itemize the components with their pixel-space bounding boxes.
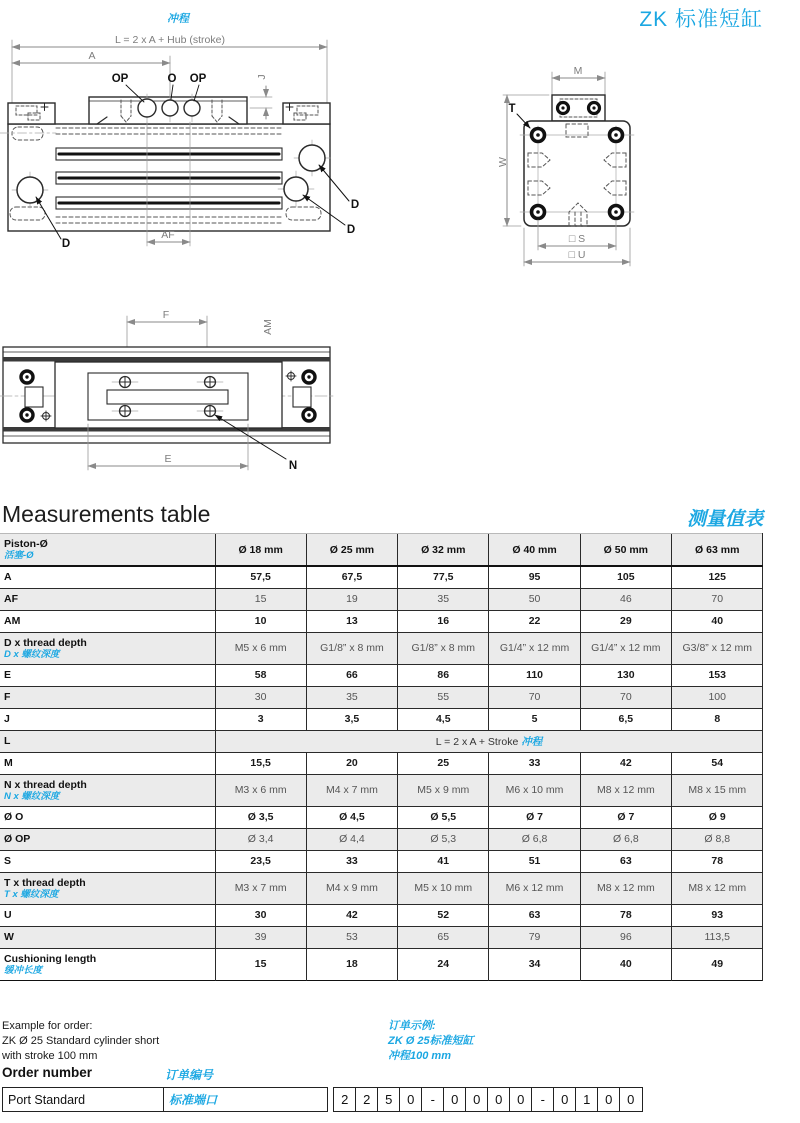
table-header-row (0, 534, 763, 567)
row-label: N x thread depth N x 螺纹深度 (4, 778, 87, 802)
table-row (0, 588, 763, 610)
table-cell: 79 (489, 926, 580, 948)
table-cell: 105 (580, 566, 671, 588)
table-cell: 20 (306, 752, 397, 774)
table-cell: 41 (398, 850, 489, 872)
table-row (0, 610, 763, 632)
table-row (0, 774, 763, 806)
table-cell: 18 (306, 948, 397, 980)
order-example-line-cn: 冲程100 mm (388, 1050, 451, 1062)
order-code-box: 2 (333, 1087, 357, 1112)
table-cell: 40 (580, 948, 671, 980)
row-label: AF (4, 593, 18, 605)
row-label: J (4, 713, 10, 725)
table-row (0, 730, 763, 752)
table-cell: 10 (215, 610, 306, 632)
page-title: ZK 标准短缸 (639, 8, 763, 31)
table-cell: M8 x 15 mm (671, 774, 763, 806)
order-code-box: 0 (619, 1087, 643, 1112)
table-cell: 70 (580, 686, 671, 708)
table-cell: Ø 4,4 (306, 828, 397, 850)
table-cell: 15 (215, 588, 306, 610)
table-cell: 52 (398, 904, 489, 926)
table-row (0, 806, 763, 828)
label-t: T (508, 103, 516, 115)
table-row (0, 828, 763, 850)
table-cell: 33 (489, 752, 580, 774)
table-cell: 3 (215, 708, 306, 730)
order-code-box: - (421, 1087, 445, 1112)
label-op-left: OP (111, 73, 129, 85)
table-cell: G1/8” x 8 mm (306, 632, 397, 664)
table-row (0, 752, 763, 774)
table-cell: 53 (306, 926, 397, 948)
port-standard-box (2, 1087, 328, 1112)
row-label: S (4, 855, 12, 867)
table-cell: 65 (398, 926, 489, 948)
table-cell: M5 x 10 mm (398, 872, 489, 904)
table-row (0, 926, 763, 948)
port-standard-label-cn: 标准端口 (163, 1088, 327, 1111)
table-cell: G1/4” x 12 mm (489, 632, 580, 664)
label-op-right: OP (189, 73, 207, 85)
table-cell: Ø 3,5 (215, 806, 306, 828)
column-header: Ø 32 mm (398, 534, 489, 567)
table-cell: Ø 7 (489, 806, 580, 828)
label-n: N (288, 460, 298, 472)
table-row (0, 948, 763, 980)
table-cell: 54 (671, 752, 763, 774)
table-cell: 25 (398, 752, 489, 774)
table-cell: 50 (489, 588, 580, 610)
measurements-table (0, 533, 763, 981)
table-row (0, 872, 763, 904)
table-cell: 70 (489, 686, 580, 708)
table-cell: 125 (671, 566, 763, 588)
row-label: L (4, 735, 11, 747)
table-cell: G3/8” x 12 mm (671, 632, 763, 664)
port-standard-label: Port Standard (8, 1092, 86, 1107)
table-cell: G1/4” x 12 mm (580, 632, 671, 664)
table-row (0, 664, 763, 686)
table-cell: Ø 4,5 (306, 806, 397, 828)
table-cell: 15,5 (215, 752, 306, 774)
table-row (0, 708, 763, 730)
dim-a-label: A (88, 50, 96, 62)
order-code-box: 1 (575, 1087, 599, 1112)
order-code-box: 0 (597, 1087, 621, 1112)
order-code-box: 5 (377, 1087, 401, 1112)
dim-w-label: W (497, 157, 509, 167)
row-label: U (4, 909, 12, 921)
table-cell: 35 (306, 686, 397, 708)
table-cell: 77,5 (398, 566, 489, 588)
header-piston: Piston-Ø 活塞-Ø (0, 534, 215, 567)
table-cell: 49 (671, 948, 763, 980)
table-cell: Ø 5,5 (398, 806, 489, 828)
label-d-right-bottom: D (346, 224, 356, 236)
table-cell: 40 (671, 610, 763, 632)
table-cell: Ø 5,3 (398, 828, 489, 850)
table-cell: M8 x 12 mm (580, 872, 671, 904)
technical-drawings (0, 0, 800, 500)
table-cell: 35 (398, 588, 489, 610)
order-example-line: with stroke 100 mm (2, 1050, 98, 1062)
table-cell: M6 x 10 mm (489, 774, 580, 806)
table-cell: 42 (580, 752, 671, 774)
row-label: T x thread depth T x 螺纹深度 (4, 876, 86, 900)
column-header: Ø 40 mm (489, 534, 580, 567)
table-cell: 22 (489, 610, 580, 632)
table-cell: 113,5 (671, 926, 763, 948)
table-cell: 58 (215, 664, 306, 686)
row-label: D x thread depth D x 螺纹深度 (4, 636, 87, 660)
row-label: F (4, 691, 11, 703)
table-cell: 3,5 (306, 708, 397, 730)
side-view-drawing (0, 12, 359, 250)
table-cell: Ø 6,8 (489, 828, 580, 850)
label-o: O (167, 73, 177, 85)
table-cell: M4 x 9 mm (306, 872, 397, 904)
row-label: Ø O (4, 811, 24, 823)
table-cell: 5 (489, 708, 580, 730)
table-cell: 46 (580, 588, 671, 610)
order-code-boxes (333, 1087, 643, 1112)
table-cell: 39 (215, 926, 306, 948)
table-cell: 23,5 (215, 850, 306, 872)
row-label: A (4, 571, 12, 584)
order-example-en (2, 1019, 159, 1064)
section-title-cn: 测量值表 (686, 509, 763, 530)
table-cell: 110 (489, 664, 580, 686)
column-header: Ø 63 mm (671, 534, 763, 567)
table-cell: 19 (306, 588, 397, 610)
table-cell: M5 x 6 mm (215, 632, 306, 664)
table-row (0, 904, 763, 926)
table-cell: 78 (671, 850, 763, 872)
table-cell: Ø 6,8 (580, 828, 671, 850)
table-cell: Ø 3,4 (215, 828, 306, 850)
plan-view-drawing (0, 309, 335, 472)
row-label: AM (4, 615, 21, 627)
column-header: Ø 25 mm (306, 534, 397, 567)
dim-m-label: M (573, 65, 583, 77)
table-cell: 96 (580, 926, 671, 948)
table-cell: Ø 9 (671, 806, 763, 828)
label-d-right-top: D (350, 199, 360, 211)
table-cell: 93 (671, 904, 763, 926)
table-cell: M5 x 9 mm (398, 774, 489, 806)
table-row (0, 566, 763, 588)
table-cell: 78 (580, 904, 671, 926)
order-example-line: Example for order: (2, 1020, 93, 1032)
row-label: Ø OP (4, 833, 31, 845)
order-code-box: 0 (487, 1087, 511, 1112)
table-cell: M8 x 12 mm (580, 774, 671, 806)
label-d-left: D (61, 238, 71, 250)
table-cell: 100 (671, 686, 763, 708)
table-cell: 33 (306, 850, 397, 872)
port-hole-icon (284, 177, 308, 201)
order-example-line-cn: ZK Ø 25标准短缸 (388, 1035, 474, 1047)
column-header: Ø 50 mm (580, 534, 671, 567)
table-row (0, 632, 763, 664)
table-cell: Ø 8,8 (671, 828, 763, 850)
table-cell: 70 (671, 588, 763, 610)
dim-am-label: AM (262, 319, 274, 335)
table-cell: 153 (671, 664, 763, 686)
row-label: E (4, 669, 12, 681)
row-formula-value: L = 2 x A + Stroke 冲程 (215, 730, 763, 752)
order-code-row (2, 1087, 643, 1112)
table-cell: M3 x 6 mm (215, 774, 306, 806)
dim-j-label: J (256, 74, 268, 80)
table-cell: 34 (489, 948, 580, 980)
dim-u-label: □ U (568, 249, 586, 261)
table-cell: M6 x 12 mm (489, 872, 580, 904)
order-code-box: - (531, 1087, 555, 1112)
order-example-cn (388, 1019, 474, 1064)
table-cell: 66 (306, 664, 397, 686)
table-row (0, 850, 763, 872)
stroke-cn-label: 冲程 (167, 13, 189, 25)
table-cell: Ø 7 (580, 806, 671, 828)
end-view-drawing (497, 65, 634, 266)
table-cell: 13 (306, 610, 397, 632)
table-cell: 8 (671, 708, 763, 730)
column-header: Ø 18 mm (215, 534, 306, 567)
table-cell: M3 x 7 mm (215, 872, 306, 904)
row-label: M (4, 757, 13, 769)
table-cell: 95 (489, 566, 580, 588)
order-number-heading-cn: 订单编号 (165, 1068, 214, 1082)
row-label: W (4, 931, 14, 943)
table-cell: M8 x 12 mm (671, 872, 763, 904)
dim-l-label: L = 2 x A + Hub (stroke) (115, 34, 225, 46)
order-code-box: 0 (443, 1087, 467, 1112)
row-label: Cushioning length 缓冲长度 (4, 952, 97, 976)
table-cell: 130 (580, 664, 671, 686)
order-example-line: ZK Ø 25 Standard cylinder short (2, 1035, 160, 1047)
table-cell: 51 (489, 850, 580, 872)
dim-af-label: AF (161, 229, 175, 241)
dim-f-label: F (162, 309, 170, 321)
table-cell: 29 (580, 610, 671, 632)
order-code-box: 0 (509, 1087, 533, 1112)
table-row (0, 686, 763, 708)
table-cell: 24 (398, 948, 489, 980)
table-cell: 86 (398, 664, 489, 686)
order-example-line-cn: 订单示例: (388, 1020, 436, 1032)
section-title: Measurements table (2, 501, 211, 527)
dim-e-label: E (164, 453, 172, 465)
order-code-box: 0 (553, 1087, 577, 1112)
order-code-box: 0 (465, 1087, 489, 1112)
table-cell: 63 (489, 904, 580, 926)
table-cell: M4 x 7 mm (306, 774, 397, 806)
table-cell: 6,5 (580, 708, 671, 730)
table-cell: 4,5 (398, 708, 489, 730)
order-number-heading: Order number (2, 1065, 93, 1080)
table-cell: 55 (398, 686, 489, 708)
table-cell: 67,5 (306, 566, 397, 588)
table-cell: 42 (306, 904, 397, 926)
table-cell: 63 (580, 850, 671, 872)
port-hole-icon (17, 177, 43, 203)
table-cell: 30 (215, 686, 306, 708)
order-code-box: 0 (399, 1087, 423, 1112)
dim-s-label: □ S (568, 233, 586, 245)
table-cell: 15 (215, 948, 306, 980)
table-cell: 57,5 (215, 566, 306, 588)
table-cell: 30 (215, 904, 306, 926)
table-cell: G1/8” x 8 mm (398, 632, 489, 664)
order-code-box: 2 (355, 1087, 379, 1112)
table-cell: 16 (398, 610, 489, 632)
